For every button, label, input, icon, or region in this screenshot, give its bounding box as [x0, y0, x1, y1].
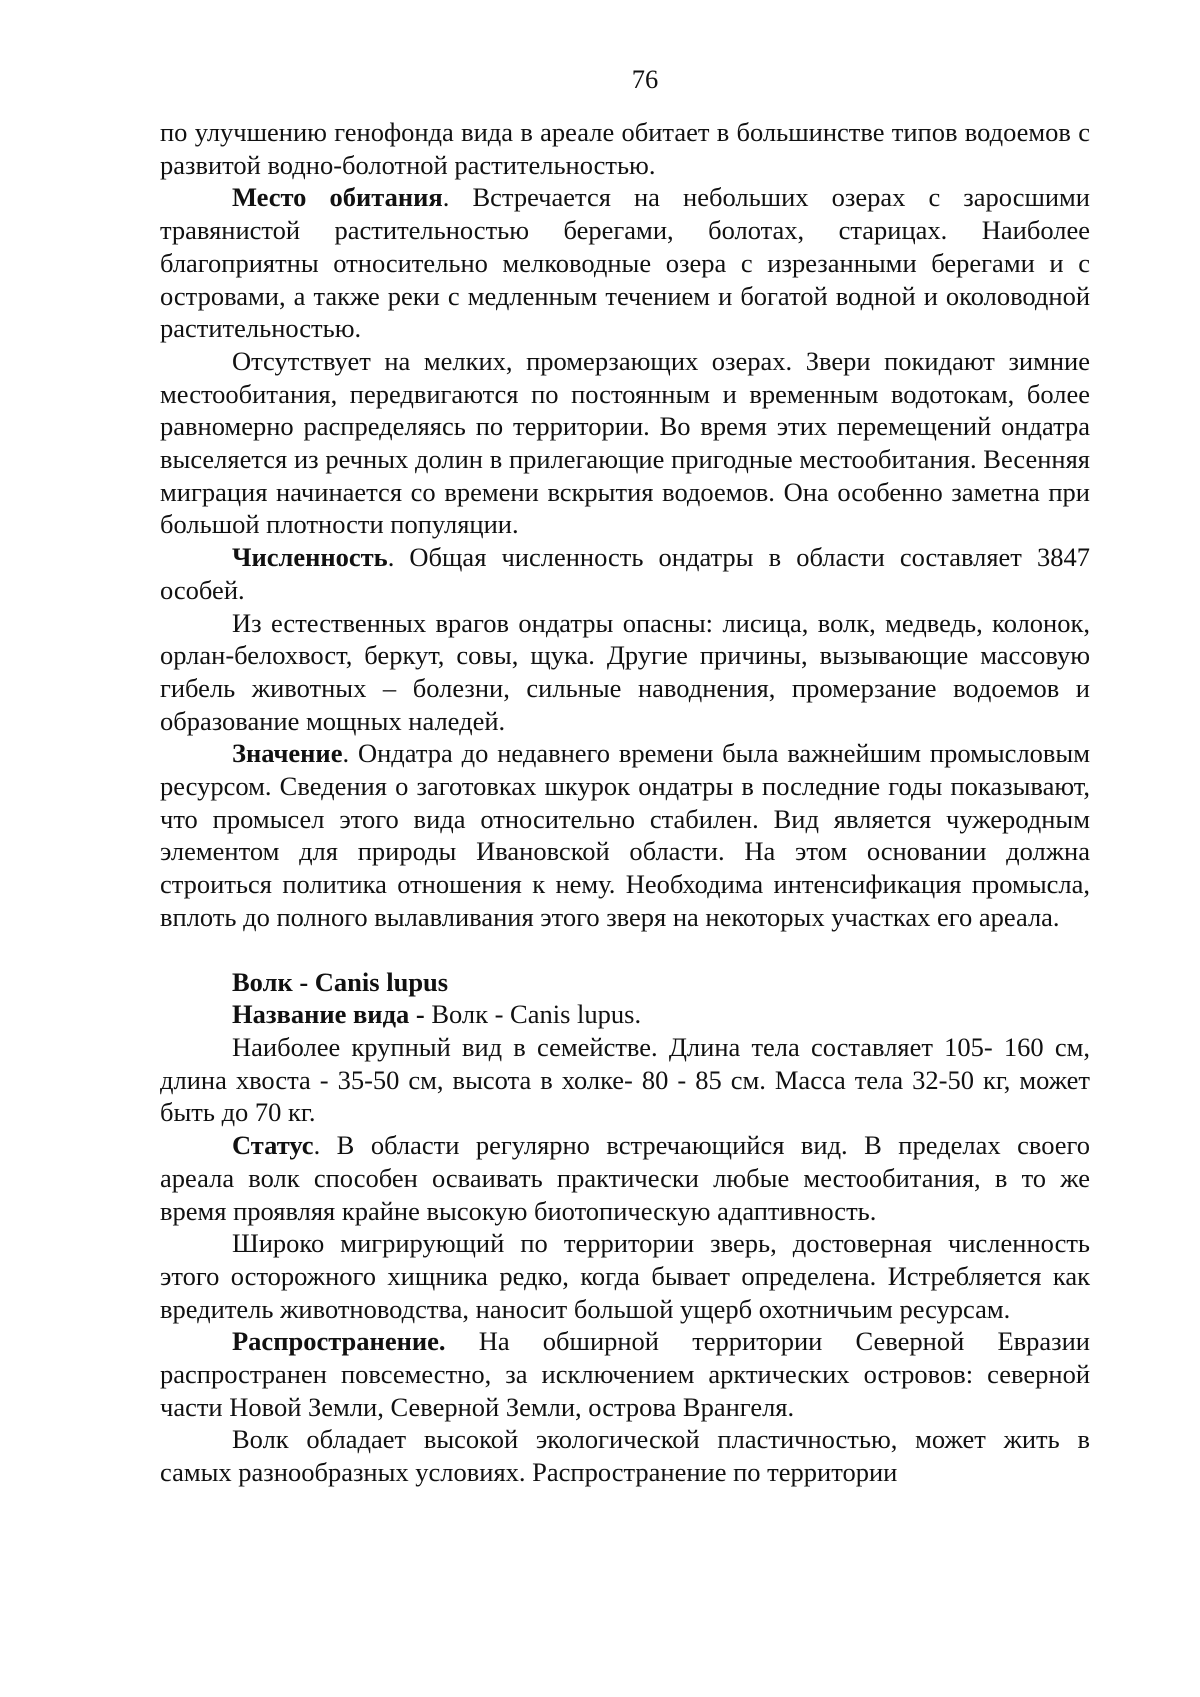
paragraph-text: Из естественных врагов ондатры опасны: лисица, волк, медведь, колонок, орлан-белохвост, беркут, совы, щука. Другие причины, вызывающие массовую гибель животных – болезни, сильные наводнения, промерзание водоемов и образование мощных наледей.	[160, 607, 1090, 736]
paragraph-p1	[160, 116, 1090, 181]
paragraph-text: . Общая численность ондатры в области составляет 3847 особей.	[160, 542, 1090, 605]
paragraph-p9	[160, 1227, 1090, 1325]
paragraph-p10-distribution	[160, 1325, 1090, 1423]
paragraph-heading: Распространение.	[232, 1326, 446, 1357]
paragraph-heading: Значение	[232, 738, 343, 769]
paragraph-text: по улучшению генофонда вида в ареале обитает в большинстве типов водоемов с развитой водно-болотной растительностью.	[160, 117, 1090, 180]
paragraph-p4-population	[160, 541, 1090, 606]
paragraph-heading: Статус	[232, 1130, 314, 1161]
paragraph-p8-status	[160, 1129, 1090, 1227]
paragraph-text: . Встречается на небольших озерах с заросшими травянистой растительностью берегами, болотах, старицах. Наиболее благоприятны относительно мелководные озера с изрезанными берегами и с островами, а также реки с медленным течением и богатой водной и околоводной растительностью.	[160, 182, 1090, 344]
paragraph-text: Широко мигрирующий по территории зверь, достоверная численность этого осторожного хищника редко, когда бывает определена. Истребляется как вредитель животноводства, наносит большой ущерб охотничьим ресурсам.	[160, 1228, 1090, 1324]
section-title: Волк - Canis lupus	[232, 966, 449, 997]
paragraph-text: Наиболее крупный вид в семействе. Длина тела составляет 105- 160 см, длина хвоста - 35-50 см, высота в холке- 80 - 85 см. Масса тела 32-50 кг, может быть до 70 кг.	[160, 1031, 1090, 1128]
species-name-heading: Название вида -	[232, 999, 432, 1030]
species-name-text: Волк - Canis lupus.	[431, 999, 642, 1030]
paragraph-heading: Численность	[232, 542, 388, 573]
paragraph-text: . Ондатра до недавнего времени была важнейшим промысловым ресурсом. Сведения о заготовках шкурок ондатры в последние годы показывают, что промысел этого вида относительно стабилен. Вид является чужеродным элементом для природы Ивановской области. На этом основании должна строиться политика отношения к нему. Необходима интенсификация промысла, вплоть до полного вылавливания этого зверя на некоторых участках его ареала.	[160, 738, 1090, 932]
paragraph-text: Отсутствует на мелких, промерзающих озерах. Звери покидают зимние местообитания, передвигаются по постоянным и временным водотокам, более равномерно распределяясь по территории. Во время этих перемещений ондатра выселяется из речных долин в прилегающие пригодные местообитания. Весенняя миграция начинается со времени вскрытия водоемов. Она особенно заметна при большой плотности популяции.	[160, 345, 1090, 540]
paragraph-p6-significance	[160, 737, 1090, 933]
paragraph-p3	[160, 345, 1090, 541]
paragraph-text: Волк обладает высокой экологической пластичностью, может жить в самых разнообразных условиях. Распространение по территории	[160, 1424, 1090, 1488]
paragraph-heading: Место обитания	[232, 182, 443, 213]
paragraph-p5	[160, 607, 1090, 738]
document-page	[160, 66, 1090, 1489]
species-name-line	[160, 998, 1090, 1031]
section-gap	[160, 934, 1090, 966]
paragraph-text: На обширной территории Северной Евразии распространен повсеместно, за исключением арктических островов: северной части Новой Земли, Северной Земли, острова Врангеля.	[160, 1326, 1090, 1422]
paragraph-text: . В области регулярно встречающийся вид. В пределах своего ареала волк способен осваивать практически любые местообитания, в то же время проявляя крайне высокую биотопическую адаптивность.	[160, 1130, 1090, 1226]
paragraph-p7	[160, 1031, 1090, 1129]
paragraph-p11	[160, 1423, 1090, 1488]
paragraph-p2-habitat	[160, 181, 1090, 345]
page-number: 76	[631, 64, 659, 94]
